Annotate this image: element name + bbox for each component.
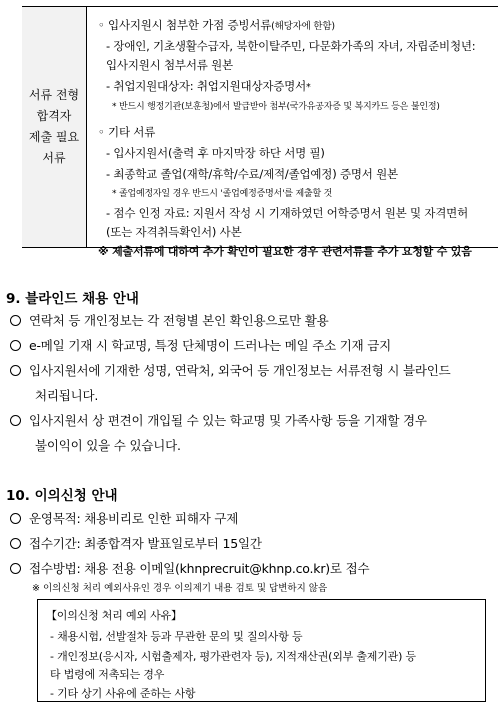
list-item: e-메일 기재 시 학교명, 특정 단체명이 드러나는 메일 주소 기재 금지 <box>10 336 391 354</box>
list-item: 입사지원서에 기재한 성명, 연락처, 외국어 등 개인정보는 서류전형 시 블라인드 <box>10 361 451 379</box>
list-item-continued: 불이익이 있을 수 있습니다. <box>35 438 181 453</box>
doc-line: - 장애인, 기초생활수급자, 북한이탈주민, 다문화가족의 자녀, 자립준비청년: <box>106 39 476 53</box>
circle-bullet-icon <box>10 315 21 326</box>
section-9-heading: 9. 블라인드 채용 안내 <box>6 291 139 307</box>
table-label-line: 서류 <box>42 151 66 165</box>
exception-reasons-box <box>37 599 486 702</box>
list-item: 운영목적: 채용비리로 인한 피해자 구제 <box>10 509 238 527</box>
doc-line: ◦ 기타 서류 <box>98 125 156 139</box>
box-item: - 개인정보(응시자, 시험출제자, 평가관련자 등), 지적재산권(외부 출제기관) 등 <box>50 650 416 663</box>
box-item: - 채용시험, 선발절차 등과 무관한 문의 및 질의사항 등 <box>50 630 303 643</box>
box-title: 【이의신청 처리 예외 사유】 <box>46 609 182 622</box>
doc-line: ◦ 입사지원시 첨부한 가점 증빙서류(해당자에 한함) <box>98 18 335 32</box>
doc-note: * 반드시 행정기관(보훈청)에서 발급받아 첨부(국가유공자증 및 복지카드 등은 불인정) <box>112 102 440 112</box>
doc-line: (또는 자격취득확인서) 사본 <box>106 225 242 239</box>
doc-line: - 점수 인정 자료: 지원서 작성 시 기재하였던 어학증명서 원본 및 자격면허 <box>106 206 468 220</box>
doc-line: - 최종학교 졸업(재학/휴학/수료/제적/졸업예정) 증명서 원본 <box>106 167 398 181</box>
doc-warning: ※ 제출서류에 대하여 추가 확인이 필요한 경우 관련서류를 추가 요청할 수 있음 <box>98 245 472 258</box>
circle-bullet-icon <box>10 538 21 549</box>
circle-bullet-icon <box>10 513 21 524</box>
doc-line: - 입사지원서(출력 후 마지막장 하단 서명 필) <box>106 146 325 160</box>
circle-bullet-icon <box>10 563 21 574</box>
doc-note: * 졸업예정자일 경우 반드시 '졸업예정증명서'를 제출할 것 <box>112 189 333 199</box>
list-item-continued: 처리됩니다. <box>35 388 99 403</box>
table-label-line: 서류 전형 <box>28 88 80 102</box>
table-label-cell <box>22 7 87 247</box>
circle-bullet-icon <box>10 415 21 426</box>
box-item: 타 법령에 저촉되는 경우 <box>50 668 165 681</box>
circle-bullet-icon <box>10 365 21 376</box>
doc-line: 입사지원시 첨부서류 원본 <box>106 58 233 72</box>
required-documents-table <box>22 6 498 258</box>
list-item: 연락처 등 개인정보는 각 전형별 본인 확인용으로만 활용 <box>10 311 329 329</box>
table-label-line: 합격자 <box>36 109 72 123</box>
box-item: - 기타 상기 사유에 준하는 사항 <box>50 687 196 700</box>
table-label-line: 제출 필요 <box>28 130 80 144</box>
circle-bullet-icon <box>10 340 21 351</box>
list-item: 접수기간: 최종합격자 발표일로부터 15일간 <box>10 534 262 552</box>
section-10-heading: 10. 이의신청 안내 <box>6 488 118 504</box>
list-item: 접수방법: 채용 전용 이메일(khnprecruit@khnp.co.kr)로 접수 <box>10 559 369 577</box>
list-item: 입사지원서 상 편견이 개입될 수 있는 학교명 및 가족사항 등을 기재할 경우 <box>10 411 427 429</box>
objection-note: ※ 이의신청 처리 예외사유인 경우 이의제기 내용 검토 및 답변하지 않음 <box>32 583 328 594</box>
doc-line: - 취업지원대상자: 취업지원대상자증명서* <box>106 79 311 93</box>
